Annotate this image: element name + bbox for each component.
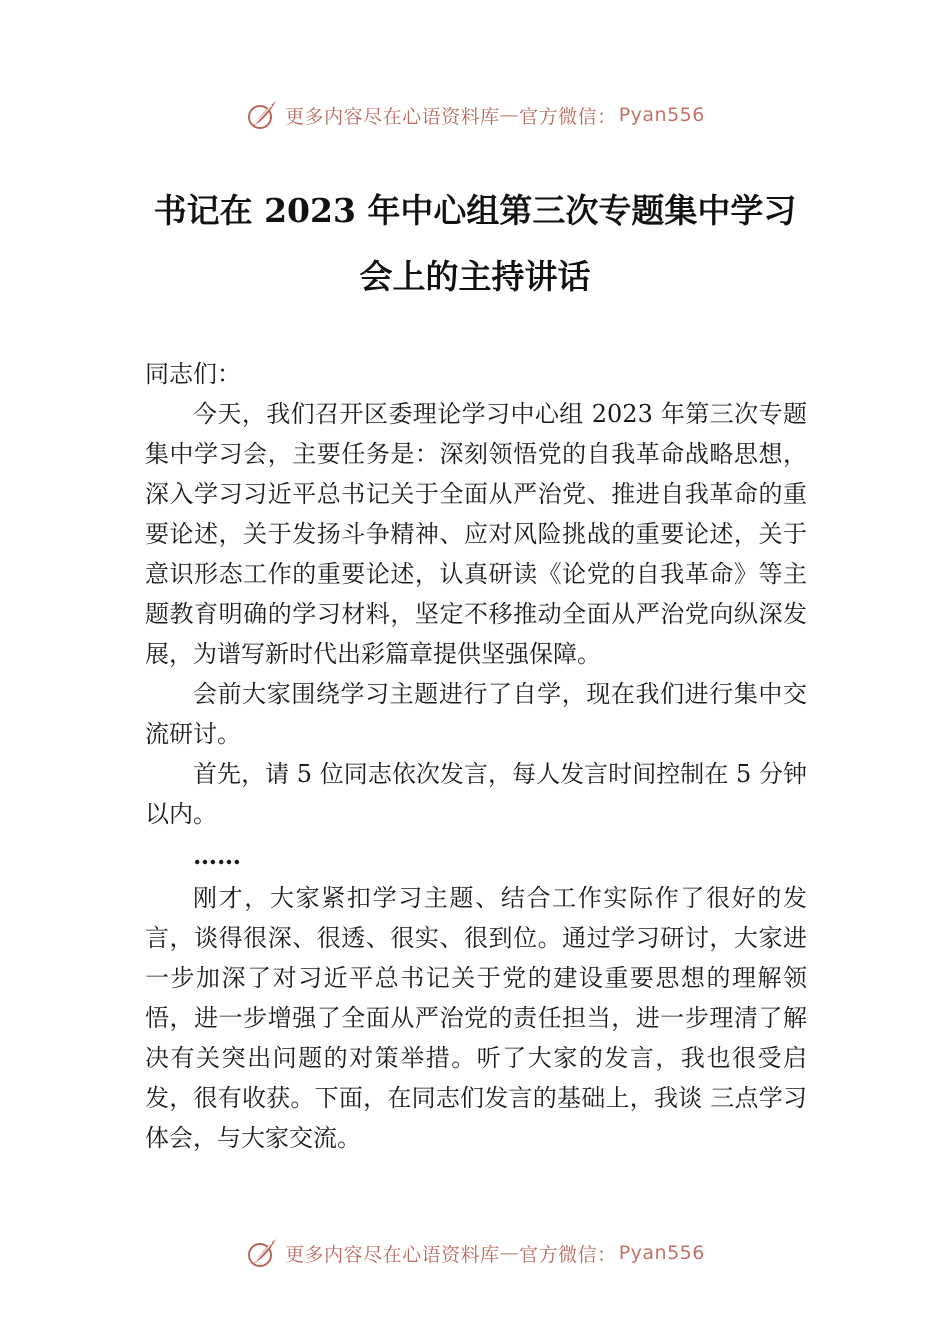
- watermark-text: 更多内容尽在心语资料库: [285, 105, 500, 128]
- header-watermark: [0, 95, 950, 135]
- watermark-wechat-id: Pyan556: [618, 104, 705, 126]
- title-line-2: 会上的主持讲话: [359, 257, 591, 296]
- watermark-wechat-id: Pyan556: [618, 1242, 705, 1264]
- paragraph-1: 今天，我们召开区委理论学习中心组 2023 年第三次专题集中学习会，主要任务是：深刻领悟党的自我革命战略思想，深入学习习近平总书记关于全面从严治党、推进自我革命的重要论述，关于发扬斗争精神、应对风险挑战的重要论述，关于意识形态工作的重要论述，认真研读《论党的自我革命》等主题教育明确的学习材料，坚定不移推动全面从严治党向纵深发展，为谱写新时代出彩篇章提供坚强保障。: [145, 400, 807, 668]
- footer-watermark: [0, 1233, 950, 1273]
- ellipsis: ……: [193, 841, 241, 870]
- quill-logo-icon: [245, 98, 279, 132]
- title-line-1: 书记在 2023 年中心组第三次专题集中学习: [153, 191, 797, 230]
- quill-logo-icon: [245, 1236, 279, 1270]
- document-body: [145, 354, 807, 1158]
- paragraph-2: 会前大家围绕学习主题进行了自学，现在我们进行集中交流研讨。: [145, 680, 807, 748]
- salutation: 同志们：: [145, 360, 241, 388]
- paragraph-closing: 刚才，大家紧扣学习主题、结合工作实际作了很好的发言，谈得很深、很透、很实、很到位。通过学习研讨，大家进一步加深了对习近平总书记关于党的建设重要思想的理解领悟，进一步增强了全面从严治党的责任担当，进一步理清了解决有关突出问题的对策举措。听了大家的发言，我也很受启发，很有收获。下面，在同志们发言的基础上，我谈 三点学习体会，与大家交流。: [145, 884, 807, 1152]
- document-title: [120, 178, 830, 310]
- paragraph-3: 首先，请 5 位同志依次发言，每人发言时间控制在 5 分钟以内。: [145, 760, 807, 828]
- watermark-separator: —: [499, 104, 520, 126]
- watermark-separator: —: [499, 1242, 520, 1264]
- watermark-text: 更多内容尽在心语资料库: [285, 1243, 500, 1266]
- watermark-suffix: 官方微信：: [519, 105, 617, 128]
- watermark-suffix: 官方微信：: [519, 1243, 617, 1266]
